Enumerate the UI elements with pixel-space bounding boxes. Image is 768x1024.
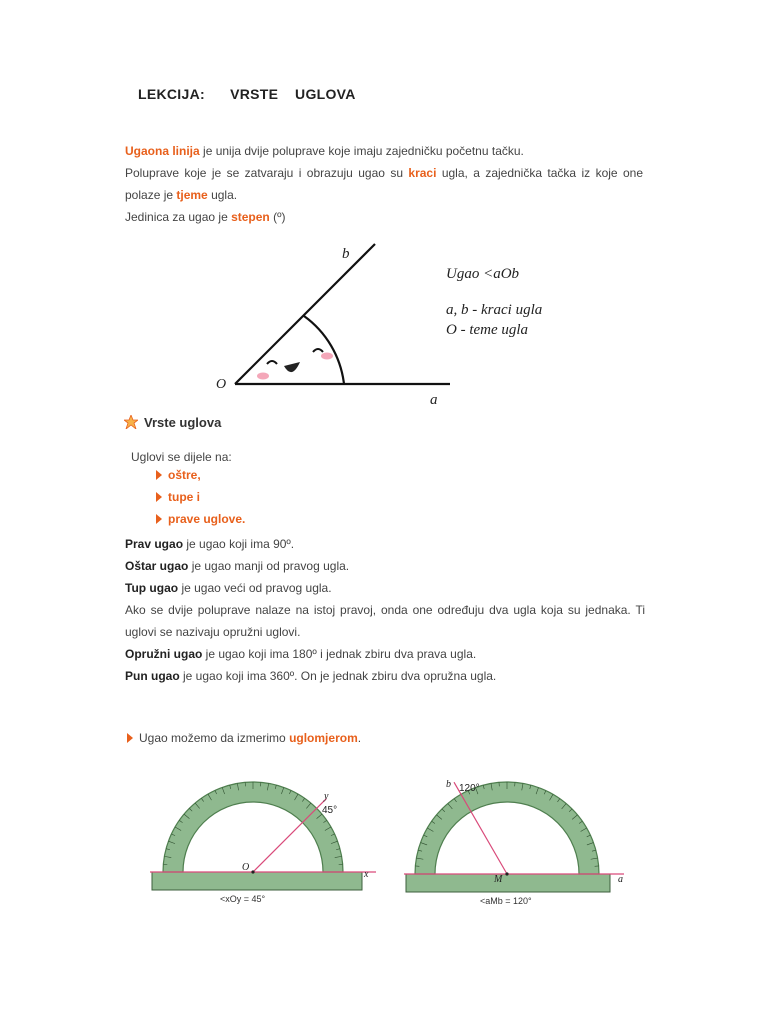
- figure-caption-1: Ugao <aOb: [446, 266, 520, 282]
- intro-text-3b: (º): [269, 210, 286, 224]
- protractor-base: [152, 872, 362, 890]
- smile-mouth: [284, 362, 300, 372]
- arrow-icon: [156, 492, 162, 502]
- def-text: je ugao manji od pravog ugla.: [188, 559, 350, 573]
- term-prav-ugao: Prav ugao: [125, 537, 184, 551]
- protractor-band: [163, 782, 343, 872]
- def-text: je ugao koji ima 180º i jednak zbiru dva prava ugla.: [202, 647, 477, 661]
- protractor-band: [415, 782, 599, 874]
- protractor-base: [406, 874, 610, 892]
- def-text: je ugao koji ima 90º.: [183, 537, 295, 551]
- term-stepen: stepen: [231, 210, 270, 224]
- intro-text-3a: Jedinica za ugao je: [125, 210, 232, 224]
- def-ostar: [125, 555, 645, 577]
- protractor-2-x-label: a: [618, 874, 623, 885]
- figure-caption-2: a, b - kraci ugla: [446, 302, 543, 318]
- list-item: [156, 468, 201, 482]
- label-b: b: [342, 246, 350, 262]
- measure-end: .: [357, 731, 362, 745]
- protractor-2: [404, 775, 634, 910]
- definitions: [125, 533, 645, 687]
- term-uglomjer: uglomjerom: [289, 731, 358, 745]
- section-title: Vrste uglova: [144, 415, 222, 430]
- term-opruzni-ugao: Opružni ugao: [125, 647, 203, 661]
- term-ugaona-linija: Ugaona linija: [125, 144, 200, 158]
- protractor-1-caption: <xOy = 45°: [220, 894, 266, 904]
- arrow-icon: [156, 514, 162, 524]
- term-tjeme: tjeme: [176, 188, 208, 202]
- star-icon: [124, 415, 138, 429]
- protractor-2-graphics: [404, 782, 624, 892]
- ray-b: [235, 244, 375, 384]
- protractor-center: [505, 872, 508, 875]
- arrow-icon: [156, 470, 162, 480]
- term-pun-ugao: Pun ugao: [125, 669, 180, 683]
- figure-caption-3: O - teme ugla: [446, 322, 529, 338]
- list-item: [156, 512, 245, 526]
- intro-text-2c: ugla.: [207, 188, 238, 202]
- cheek-left: [257, 373, 269, 380]
- protractor-1-graphics: [150, 782, 376, 890]
- intro-paragraph: [125, 140, 643, 228]
- list-item-label: prave uglove.: [168, 512, 246, 526]
- protractor-1-angle: 45°: [322, 805, 338, 816]
- protractor-1-x-label: x: [364, 869, 369, 880]
- protractor-1: [150, 775, 380, 910]
- measure-line: [127, 731, 361, 745]
- cheek-right: [321, 353, 333, 360]
- list-item: [156, 490, 200, 504]
- label-o: O: [216, 377, 227, 392]
- section-heading: [124, 415, 221, 430]
- protractor-1-origin: O: [242, 862, 250, 873]
- angle-arc: [304, 316, 344, 384]
- label-a: a: [430, 392, 438, 408]
- list-item-label: oštre,: [168, 468, 201, 482]
- measure-text: Ugao možemo da izmerimo: [139, 731, 290, 745]
- page-title: LEKCIJA: VRSTE UGLOVA: [138, 86, 356, 102]
- def-pun: [125, 665, 645, 687]
- eye-left: [267, 361, 277, 364]
- list-item-label: tupe i: [168, 490, 200, 504]
- intro-text-2b: ugla, a zajednička tačka iz koje one polaze je: [125, 166, 643, 202]
- intro-text-1: je unija dvije poluprave koje imaju zajedničku početnu tačku.: [199, 144, 524, 158]
- term-tup-ugao: Tup ugao: [125, 581, 179, 595]
- protractor-2-ray-label: b: [446, 779, 451, 790]
- protractor-2-origin: M: [494, 874, 503, 885]
- def-prav: [125, 533, 645, 555]
- protractor-1-ray-label: y: [324, 791, 329, 802]
- types-intro: Uglovi se dijele na:: [131, 450, 232, 464]
- eye-right: [313, 349, 323, 352]
- protractor-2-angle: 120°: [459, 783, 480, 794]
- def-tup: [125, 577, 645, 599]
- def-text: je ugao veći od pravog ugla.: [178, 581, 332, 595]
- def-opruzni: [125, 643, 645, 665]
- intro-text-2a: Poluprave koje je se zatvaraju i obrazuju ugao su: [125, 166, 409, 180]
- term-ostar-ugao: Oštar ugao: [125, 559, 189, 573]
- protractor-2-caption: <aMb = 120°: [480, 896, 532, 906]
- def-opruzni-explain: Ako se dvije poluprave nalaze na istoj pravoj, onda one određuju dva ugla koja su jednaka. Ti uglovi se nazivaju opružni uglovi.: [125, 603, 645, 639]
- term-kraci: kraci: [408, 166, 437, 180]
- protractor-center: [251, 870, 254, 873]
- def-text: je ugao koji ima 360º. On je jednak zbiru dva opružna ugla.: [179, 669, 497, 683]
- arrow-icon: [127, 733, 133, 743]
